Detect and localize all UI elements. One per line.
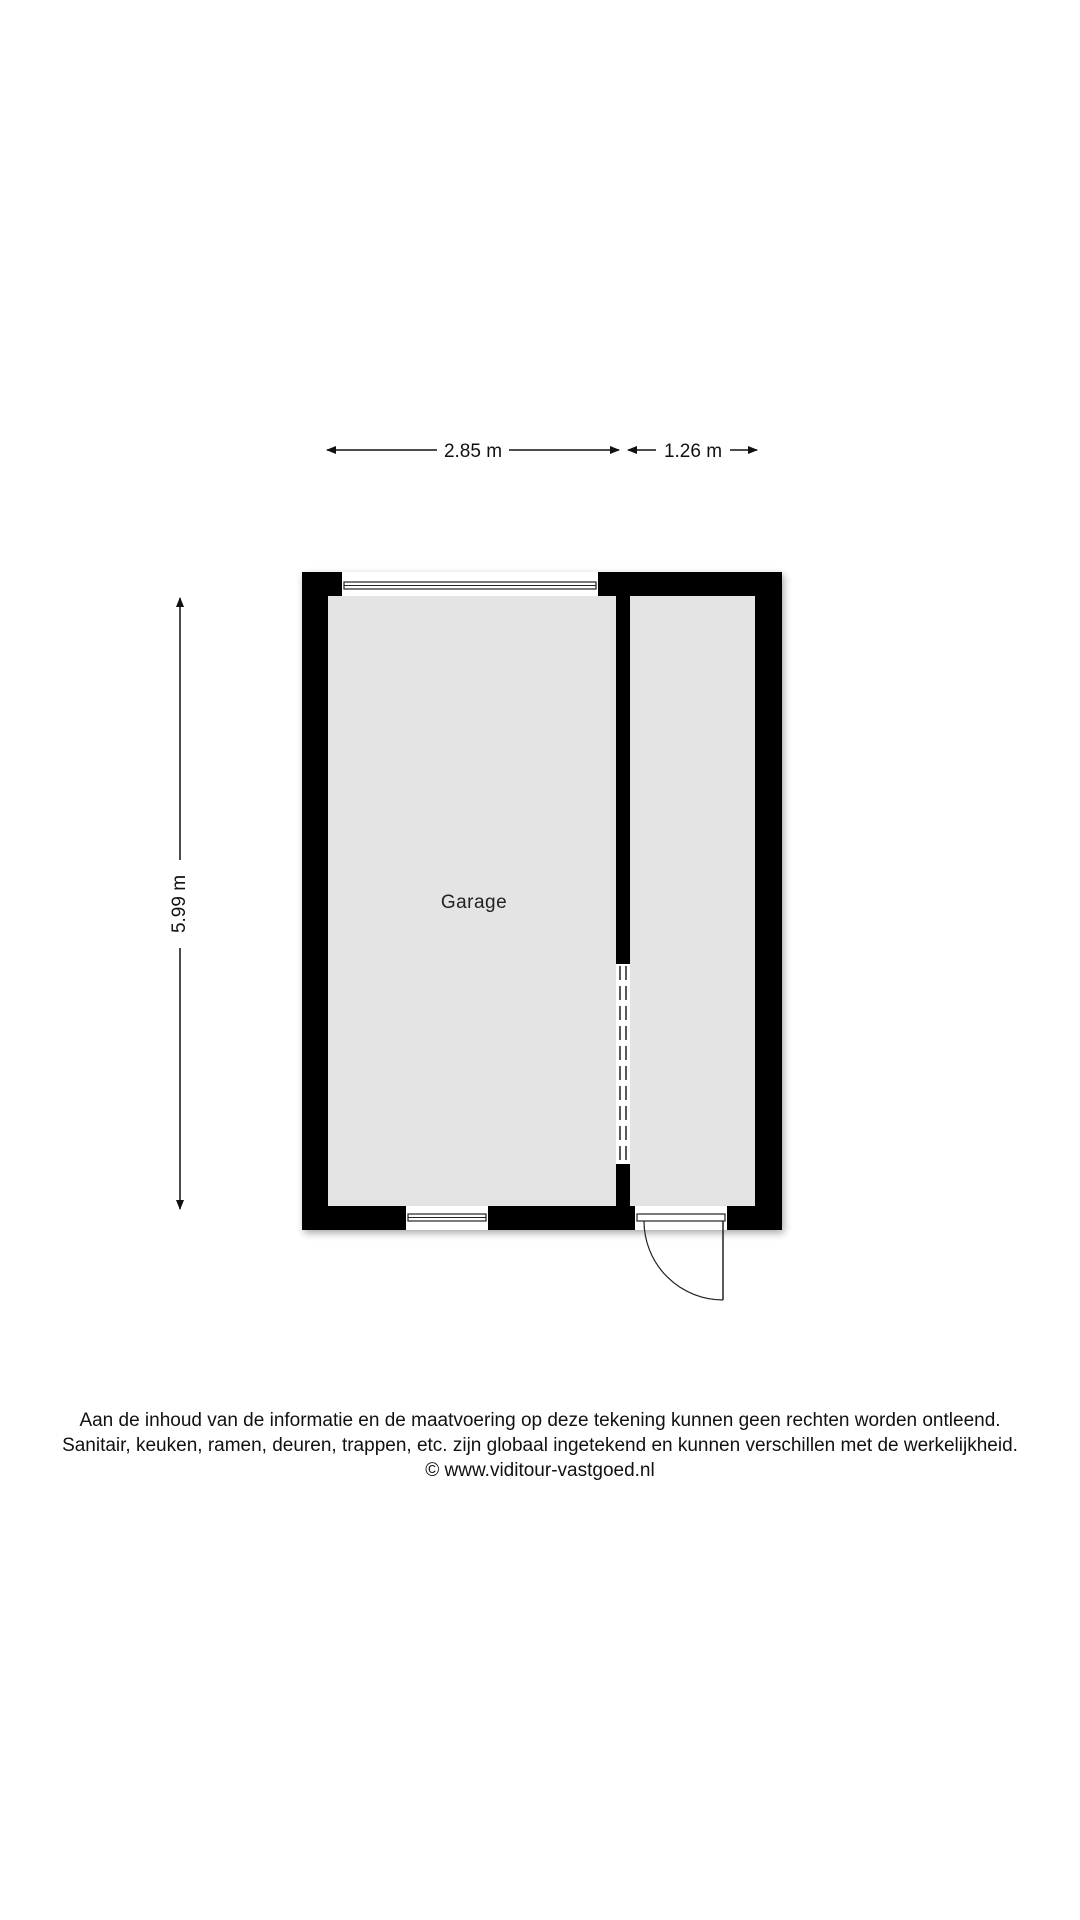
internal-opening xyxy=(616,964,630,1164)
disclaimer xyxy=(0,1408,1080,1483)
exterior-door xyxy=(635,1206,727,1300)
exterior-door-frame xyxy=(637,1214,725,1221)
dimension-height-label: 5.99 m xyxy=(169,874,191,934)
dimension-width-right xyxy=(628,441,757,462)
dimension-width-left xyxy=(327,441,619,462)
disclaimer-copyright: © www.viditour-vastgoed.nl xyxy=(425,1460,655,1481)
disclaimer-line-2: Sanitair, keuken, ramen, deuren, trappen, etc. zijn globaal ingetekend en kunnen verschillen met de werkelijkheid. xyxy=(62,1435,1018,1456)
dimension-width-right-label: 1.26 m xyxy=(663,441,723,462)
room-label-garage: Garage xyxy=(440,892,508,913)
bottom-window xyxy=(406,1206,488,1230)
disclaimer-line-1: Aan de inhoud van de informatie en de maatvoering op deze tekening kunnen geen rechten worden ontleend. xyxy=(79,1410,1001,1431)
exterior-door-swing-arc xyxy=(644,1221,723,1300)
internal-sliding-door xyxy=(616,964,630,1164)
dimension-height xyxy=(169,598,190,1209)
top-window xyxy=(342,572,598,596)
dimension-width-left-label: 2.85 m xyxy=(443,441,503,462)
storage-floor xyxy=(630,596,755,1206)
